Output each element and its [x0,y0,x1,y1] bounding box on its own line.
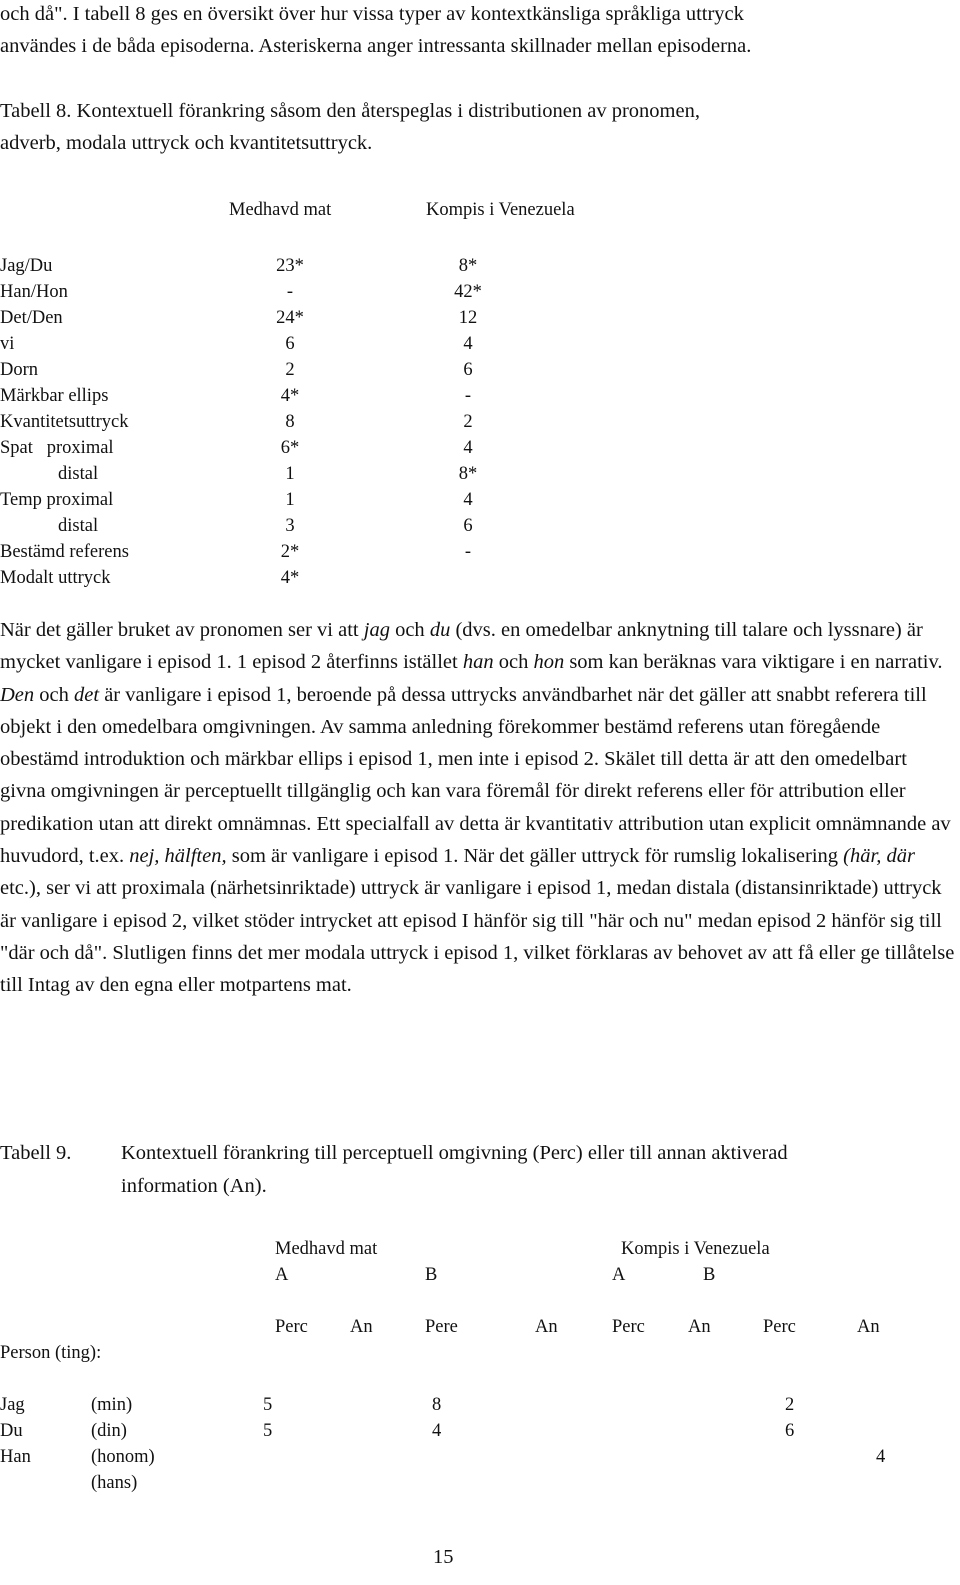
table8-row-label: Märkbar ellips [0,386,109,406]
table9-cell: 4 [876,1447,886,1467]
paragraph-text: och [493,651,534,674]
table8-row-value-b: - [464,386,472,406]
table9-label: Tabell 9. [0,1142,72,1164]
table8-header-medhavd-mat: Medhavd mat [229,200,332,220]
table9-row-sub: (hans) [91,1473,138,1493]
table8-row-value-a: 4* [280,386,300,406]
table9-cell: 6 [785,1421,795,1441]
table8-row-value-b: 12 [458,308,478,328]
table9-group-kompis-i-venezuela: Kompis i Venezuela [621,1239,770,1259]
table8-row-value-a: 8 [285,412,295,432]
table9-caption-line-2: information (An). [121,1175,267,1197]
paragraph-text: är vanligare i episod 1, beroende på dessa uttrycks användbarhet när det gäller att snabbt referera till objekt i den omedelbara omgivningen. Av samma anledning förekommer bestämd referens utan föregående obestämd introduktion och märkbar ellips i episod 1, men inte i episod 2. Skälet till detta är att den omedelbart givna omgivningen är perceptuellt tillgänglig och kan vara föremål för direkt referens eller för attribution eller predikation utan att direkt omnämnas. Ett specialfall av detta är kvantitativ attribution utan explicit omnämnande av huvudord, t.ex. [0,683,951,868]
table8-caption-line-1: Tabell 8. Kontextuell förankring såsom den återspeglas i distributionen av pronomen, [0,100,700,122]
table8-row-value-b: 4 [463,490,473,510]
table9-cell: 2 [785,1395,795,1415]
table9-sub-b: B [425,1265,438,1285]
table8-row-value-b: 4 [463,438,473,458]
table8-row-value-a: 6* [280,438,300,458]
table9-row-sub: (din) [91,1421,127,1441]
table8-row-value-b: 6 [463,360,473,380]
intro-line-1: och då". I tabell 8 ges en översikt över hur vissa typer av kontextkänsliga språkliga uttryck [0,3,744,25]
table9-col-header: Pere [425,1317,458,1337]
table8-row-value-a: 23* [276,256,304,276]
table8-row-value-b: - [464,542,472,562]
table9-cell: 5 [263,1395,273,1415]
paragraph-text: som är vanligare i episod 1. När det gäller uttryck för rumslig lokalisering [226,845,844,868]
paragraph-italic: nej, hälften, [129,845,227,868]
table8-row-value-b: 2 [463,412,473,432]
paragraph-text: När det gäller bruket av pronomen ser vi att [0,619,364,641]
table8-row-value-a: 2* [280,542,300,562]
table9-row-sub: (min) [91,1395,133,1415]
table9-col-header: An [350,1317,373,1337]
table8-row-value-b: 6 [463,516,473,536]
table9-row-sub: (honom) [91,1447,155,1467]
table9-col-header: An [688,1317,711,1337]
table8-row-value-a: 2 [285,360,295,380]
table9-col-header: Perc [612,1317,645,1337]
paragraph-italic: det [74,683,100,706]
table8-row-value-b: 8* [458,464,478,484]
paragraph-italic: (här, där [843,845,915,868]
paragraph-text: (dvs. en omedelbar anknytning till talare och lyssnare) är mycket vanligare i episod 1. 1 episod 2 återfinns istället [0,619,923,674]
table8-row-label: Bestämd referens [0,542,129,562]
table8-row-value-a: 6 [285,334,295,354]
paragraph-italic: jag [363,619,390,641]
table8-row-value-a: 3 [285,516,295,536]
table8-row-label: Modalt uttryck [0,568,111,588]
paragraph-text: och [389,619,430,641]
table9-col-header: Perc [275,1317,308,1337]
table8-row-label: distal [58,516,99,536]
paragraph-text: och [34,683,75,706]
table9-group-medhavd-mat: Medhavd mat [275,1239,378,1259]
intro-line-2: användes i de båda episoderna. Asteriskerna anger intressanta skillnader mellan episoderna. [0,35,752,57]
paragraph-italic: hon [533,651,565,674]
table9-col-header: Perc [763,1317,796,1337]
table9-sub-b: B [703,1265,716,1285]
table8-row-value-a: - [286,282,294,302]
table9-row-header: Person (ting): [0,1343,102,1363]
table8-row-value-a: 4* [280,568,300,588]
page-number: 15 [433,1546,454,1568]
table9-sub-a: A [612,1265,626,1285]
table8-row-label: distal [58,464,99,484]
table9-row-label: Du [0,1421,23,1441]
table8-row-label: Temp proximal [0,490,114,510]
paragraph-text: som kan beräknas vara viktigare i en narrativ. [564,651,943,674]
table9-col-header: An [857,1317,880,1337]
table8-row-value-a: 24* [276,308,304,328]
table9-caption-line-1: Kontextuell förankring till perceptuell omgivning (Perc) eller till annan aktiverad [121,1142,788,1164]
table9-cell: 5 [263,1421,273,1441]
table8-row-value-b: 42* [454,282,482,302]
table9-sub-a: A [275,1265,289,1285]
table8-row-value-a: 1 [285,464,295,484]
body-paragraph [0,614,956,1002]
paragraph-italic: han [462,651,494,674]
paragraph-text: etc.), ser vi att proximala (närhetsinriktade) uttryck är vanligare i episod 1, medan distala (distansinriktade) uttryck är vanligare i episod 2, vilket stöder intrycket att episod I hänför sig till "här och nu" medan episod 2 hänför sig till "där och då". Slutligen finns det mer modala uttryck i episod 1, vilket förklaras av behovet av att få eller ge tillåtelse till Intag av den egna eller motpartens mat. [0,877,955,997]
table8-row-label: Jag/Du [0,256,53,276]
table9-row-label: Jag [0,1395,25,1415]
table8-row-label: Dorn [0,360,39,380]
table8-row-value-a: 1 [285,490,295,510]
table8-row-label: Kvantitetsuttryck [0,412,129,432]
table8-header-kompis-i-venezuela: Kompis i Venezuela [426,200,575,220]
table9-cell: 8 [432,1395,442,1415]
table8-row-label: Spat proximal [0,438,114,458]
table8-row-label: Han/Hon [0,282,68,302]
table8-row-value-b: 8* [458,256,478,276]
table8-caption-line-2: adverb, modala uttryck och kvantitetsuttryck. [0,132,373,154]
table8-row-value-b: 4 [463,334,473,354]
table9-cell: 4 [432,1421,442,1441]
paragraph-italic: du [429,619,451,641]
table8-row-label: vi [0,334,15,354]
table9-row-label: Han [0,1447,31,1467]
table9-col-header: An [535,1317,558,1337]
table8-row-label: Det/Den [0,308,63,328]
paragraph-italic: Den [0,683,35,706]
